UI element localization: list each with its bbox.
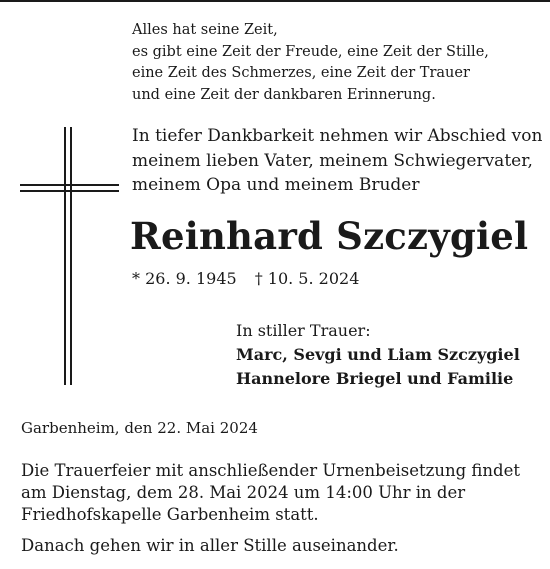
poem-line: und eine Zeit der dankbaren Erinnerung. bbox=[132, 86, 436, 103]
mourner-name: Marc, Sevgi und Liam Szczygiel bbox=[236, 345, 520, 364]
poem-line: eine Zeit des Schmerzes, eine Zeit der Trauer bbox=[132, 65, 470, 81]
mourners-block bbox=[236, 319, 520, 391]
death-date: † 10. 5. 2024 bbox=[254, 269, 360, 288]
service-line: Friedhofskapelle Garbenheim statt. bbox=[21, 505, 319, 524]
mourner-name: Hannelore Briegel und Familie bbox=[236, 369, 514, 388]
intro-line: In tiefer Dankbarkeit nehmen wir Abschied von bbox=[132, 126, 543, 146]
poem bbox=[132, 20, 489, 106]
place-date: Garbenheim, den 22. Mai 2024 bbox=[21, 419, 258, 437]
deceased-name: Reinhard Szczygiel bbox=[130, 214, 529, 258]
intro-line: meinem lieben Vater, meinem Schwiegervater, bbox=[132, 150, 533, 171]
poem-line: Alles hat seine Zeit, bbox=[132, 22, 278, 38]
service-info bbox=[21, 460, 520, 526]
life-dates bbox=[132, 268, 359, 290]
poem-line: es gibt eine Zeit der Freude, eine Zeit der Stille, bbox=[132, 43, 489, 60]
intro-text bbox=[132, 124, 542, 198]
birth-date: * 26. 9. 1945 bbox=[132, 269, 237, 288]
service-line: am Dienstag, dem 28. Mai 2024 um 14:00 Uhr in der bbox=[21, 483, 466, 502]
cross-icon bbox=[20, 127, 120, 387]
closing-text: Danach gehen wir in aller Stille auseinander. bbox=[21, 536, 399, 555]
service-line: Die Trauerfeier mit anschließender Urnenbeisetzung findet bbox=[21, 461, 520, 480]
intro-line: meinem Opa und meinem Bruder bbox=[132, 175, 420, 195]
mourners-heading: In stiller Trauer: bbox=[236, 321, 371, 340]
